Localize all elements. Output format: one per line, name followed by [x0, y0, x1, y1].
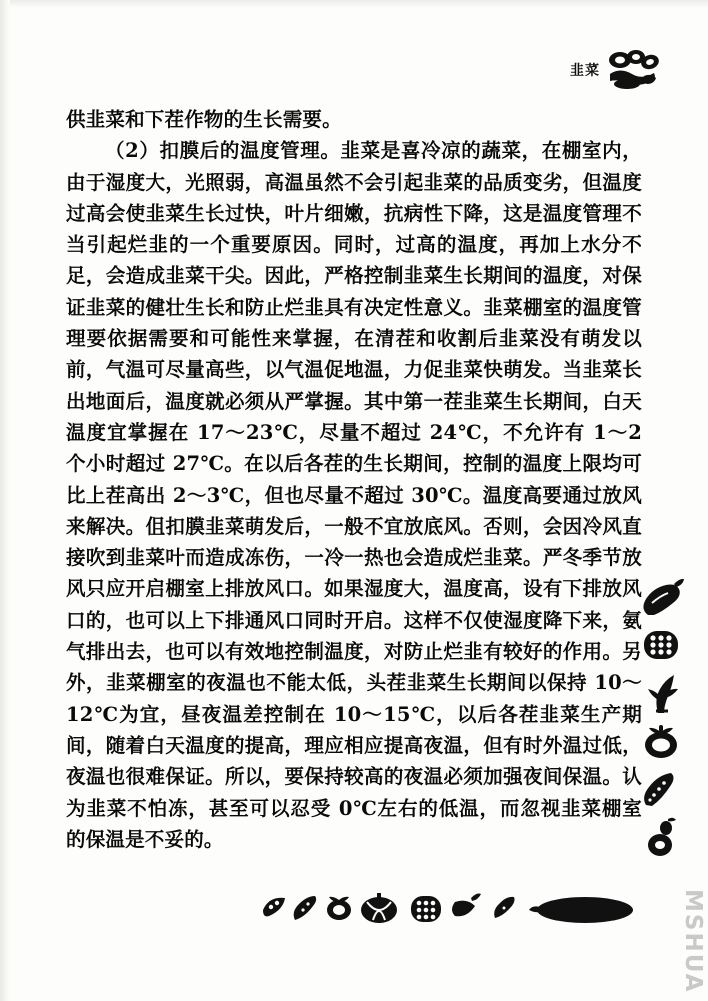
- eggplant-blob-icon: [529, 897, 633, 923]
- vegetable-cluster-icon: [600, 48, 662, 92]
- cucumber-icon: [494, 897, 514, 918]
- running-head-title: 韭菜: [570, 63, 600, 79]
- pea-pod-icon: [263, 898, 285, 917]
- bottom-ornament-strip: [255, 880, 655, 930]
- pumpkin-icon: [361, 893, 397, 923]
- scan-edge-top: [0, 0, 708, 8]
- page-header: [0, 52, 708, 98]
- margin-icon-column: [634, 575, 690, 865]
- gourd-icon: [634, 815, 688, 859]
- cucumber-icon: [634, 767, 688, 811]
- scan-edge-left: [0, 0, 10, 1001]
- watermark-text: MSHUA: [680, 888, 706, 993]
- corn-icon: [411, 896, 441, 922]
- paragraph: 供韭菜和下茬作物的生长需要。: [66, 108, 342, 131]
- leafy-green-icon: [634, 671, 688, 715]
- cucumber-icon: [294, 896, 316, 920]
- tomato-icon: [327, 897, 351, 920]
- chili-icon: [452, 894, 481, 917]
- tomato-icon: [634, 719, 688, 763]
- eggplant-icon: [634, 575, 688, 619]
- paragraph: （2）扣膜后的温度管理。韭菜是喜冷凉的蔬菜，在棚室内，由于湿度大，光照弱，高温虽然不会引起韭菜的品质变劣，但温度过高会使韭菜生长过快，叶片细嫩，抗病性下降，这是温度管理不当引起烂韭的一个重要原因。同时，过高的温度，再加上水分不足，会造成韭菜干尖。因此，严格控制韭菜生长期间的温度，对保证韭菜的健壮生长和防止烂韭具有决定性意义。韭菜棚室的温度管理要依据需要和可能性来掌握，在清茬和收割后韭菜没有萌发以前，气温可尽量高些，以气温促地温，力促韭菜快萌发。当韭菜长出地面后，温度就必须从严掌握。其中第一茬韭菜生长期间，白天温度宜掌握在 17～23℃，尽量不超过 24℃，不允许有 1～2 个小时超过 27℃。在以后各茬的生长期间，控制的温度上限均可比上茬高出 2～3℃，但也尽量不超过 30℃。温度高要通过放风来解决。伹扣膜韭菜萌发后，一般不宜放底风。否则，会因冷风直接吹到韭菜叶而造成冻伤，一冷一热也会造成烂韭菜。严冬季节放风只应开启棚室上排放风口。如果湿度大，温度高，设有下排放风口的，也可以上下排通风口同时开启。这样不仅使湿度降下来，氨气排出去，也可以有效地控制温度，对防止烂韭有较好的作用。另外，韭菜棚室的夜温也不能太低，头茬韭菜生长期间以保持 10～12℃为宜，昼夜温差控制在 10～15℃，以后各茬韭菜生产期间，随着白天温度的提高，理应相应提高夜温，但有时外温过低，夜温也很难保证。所以，要保持较高的夜温必须加强夜间保温。认为韭菜不怕冻，甚至可以忍受 0℃左右的低温，而忽视韭菜棚室的保温是不妥的。: [66, 139, 642, 851]
- article-body: [66, 104, 642, 855]
- corn-icon: [634, 623, 688, 667]
